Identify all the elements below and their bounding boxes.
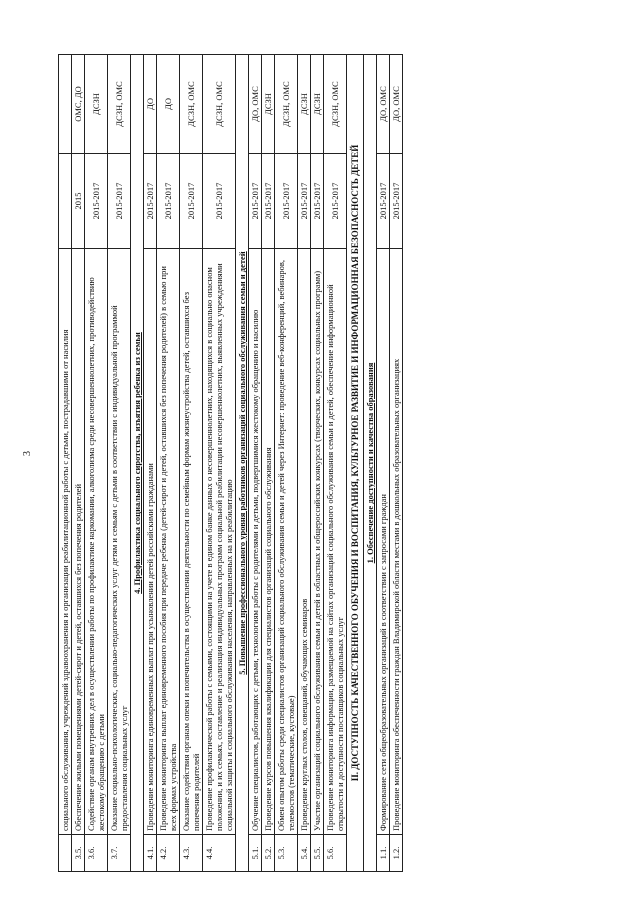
- responsible-cell: ДО, ОМС: [377, 55, 390, 154]
- responsible-cell: ДО: [157, 55, 180, 154]
- row-number: 5.4.: [298, 835, 311, 872]
- years-cell: 2015-2017: [108, 154, 131, 249]
- measures-table: [58, 54, 403, 872]
- measure-text: социального обслуживания, учреждений здравоохранения и организации реабилитационной работы с детьми, пострадавшими от насилия: [59, 249, 72, 835]
- measure-text: Проведение курсов повышения квалификации для специалистов организаций социального обслуживания: [262, 249, 275, 835]
- responsible-cell: ДСЗН: [298, 55, 311, 154]
- rotated-page-content: [58, 54, 598, 872]
- measure-text: Участие организаций социального обслуживания семьи и детей в областных и общероссийских конкурсах (творческих, конкурсах социальных программ): [311, 249, 324, 835]
- section-heading-text: 4. Профилактика социального сиротства, изъятия ребенка из семьи: [131, 55, 144, 872]
- row-number: 4.3.: [180, 835, 203, 872]
- years-cell: 2015: [72, 154, 85, 249]
- years-cell: 2015-2017: [324, 154, 347, 249]
- measure-text: Формирование сети общеобразовательных организаций в соответствии с запросами граждан: [377, 249, 390, 835]
- responsible-cell: ДСЗН, ОМС: [275, 55, 298, 154]
- measure-text: Обмен опытом работы среди специалистов организаций социального обслуживания семьи и детей через Интернет: проведение веб-конференций, вебинаров, телемостов (тематические, кустовые): [275, 249, 298, 835]
- table-row: [324, 55, 347, 872]
- years-cell: 2015-2017: [157, 154, 180, 249]
- responsible-cell: ДСЗН, ОМС: [108, 55, 131, 154]
- measures-table-body: [59, 55, 403, 872]
- row-number: 4.1.: [144, 835, 157, 872]
- measure-text: Оказание содействия органам опеки и попечительства в осуществлении деятельности по семейным формам жизнеустройства детей, оставшихся без попечения родителей: [180, 249, 203, 835]
- row-number: 3.5.: [72, 835, 85, 872]
- measure-text: Проведение профилактической работы с семьями, состоящими на учете в едином банке данных о несовершеннолетних, находящихся в социально опасном положении, и их семьях, составление и реализация индивидуальных программ социальной реабилитации несовершеннолетних, выявленных учреждениями социальной защиты и социального обслуживания населения, направленных на их реабилитацию: [203, 249, 236, 835]
- years-cell: 2015-2017: [144, 154, 157, 249]
- years-cell: 2015-2017: [203, 154, 236, 249]
- row-number: 4.2.: [157, 835, 180, 872]
- measure-text: Проведение мониторинга единовременных выплат при усыновлении детей российскими гражданами: [144, 249, 157, 835]
- table-row: [85, 55, 108, 872]
- section-heading: [131, 55, 144, 872]
- table-row: [298, 55, 311, 872]
- measure-text: Проведение мониторинга выплат единовременного пособия при передаче ребенка (детей-сирот и детей, оставшихся без попечения родителей) в семью при всех формах устройства: [157, 249, 180, 835]
- table-row: [144, 55, 157, 872]
- years-cell: 2015-2017: [249, 154, 262, 249]
- responsible-cell: ДСЗН: [85, 55, 108, 154]
- measure-text: Проведение круглых столов, совещаний, обучающих семинаров: [298, 249, 311, 835]
- table-row: [377, 55, 390, 872]
- row-number: 3.7.: [108, 835, 131, 872]
- section-heading-text: 5. Повышение профессионального уровня работников организаций социального обслуживания семьи и детей: [236, 55, 249, 872]
- row-number: 5.5.: [311, 835, 324, 872]
- responsible-cell: ДО, ОМС: [390, 55, 403, 154]
- row-number: 5.6.: [324, 835, 347, 872]
- table-row: [59, 55, 72, 872]
- measure-text: Содействие органам внутренних дел в осуществлении работы по профилактике наркомании, алкоголизма среди несовершеннолетних, противодействию жестокому обращению с детьми: [85, 249, 108, 835]
- years-cell: 2015-2017: [390, 154, 403, 249]
- row-number: 5.1.: [249, 835, 262, 872]
- row-number: 1.1.: [377, 835, 390, 872]
- page-number: 3: [22, 451, 33, 456]
- table-row: [108, 55, 131, 872]
- responsible-cell: ДО: [144, 55, 157, 154]
- section-heading: [236, 55, 249, 872]
- responsible-cell: ДСЗН: [311, 55, 324, 154]
- responsible-cell: ДСЗН, ОМС: [203, 55, 236, 154]
- table-row: [157, 55, 180, 872]
- measure-text: Проведение мониторинга информации, размещаемой на сайтах организаций социального обслуживания семьи и детей, обеспечение информационной открытости и доступности поставщиков социальных услуг: [324, 249, 347, 835]
- responsible-cell: ДСЗН, ОМС: [180, 55, 203, 154]
- responsible-cell: ДО, ОМС: [249, 55, 262, 154]
- years-cell: 2015-2017: [262, 154, 275, 249]
- part-heading-text: II. ДОСТУПНОСТЬ КАЧЕСТВЕННОГО ОБУЧЕНИЯ И ВОСПИТАНИЯ, КУЛЬТУРНОЕ РАЗВИТИЕ И ИНФОРМАЦИОННАЯ БЕЗОПАСНОСТЬ ДЕТЕЙ: [347, 55, 364, 872]
- years-cell: 2015-2017: [377, 154, 390, 249]
- row-number: 4.4.: [203, 835, 236, 872]
- responsible-cell: ДСЗН: [262, 55, 275, 154]
- table-row: [262, 55, 275, 872]
- years-cell: 2015-2017: [85, 154, 108, 249]
- table-row: [249, 55, 262, 872]
- section-heading-text: 1. Обеспечение доступности и качества образования: [364, 55, 377, 872]
- row-number: [59, 835, 72, 872]
- row-number: 1.2.: [390, 835, 403, 872]
- part-heading: [347, 55, 364, 872]
- table-row: [311, 55, 324, 872]
- years-cell: 2015-2017: [275, 154, 298, 249]
- responsible-cell: ОМС, ДО: [72, 55, 85, 154]
- responsible-cell: [59, 55, 72, 154]
- years-cell: [59, 154, 72, 249]
- row-number: 5.2.: [262, 835, 275, 872]
- measure-text: Обеспечение жилыми помещениями детей-сирот и детей, оставшихся без попечения родителей: [72, 249, 85, 835]
- table-row: [390, 55, 403, 872]
- measure-text: Обучение специалистов, работающих с детьми, технологиям работы с родителями и детьми, подвергшимися жестокому обращению и насилию: [249, 249, 262, 835]
- years-cell: 2015-2017: [298, 154, 311, 249]
- section-heading: [364, 55, 377, 872]
- measure-text: Оказание социально-психологических, социально-педагогических услуг детям и семьям с детьми в соответствии с индивидуальной программой предоставления социальных услуг: [108, 249, 131, 835]
- years-cell: 2015-2017: [180, 154, 203, 249]
- row-number: 5.3.: [275, 835, 298, 872]
- years-cell: 2015-2017: [311, 154, 324, 249]
- table-row: [72, 55, 85, 872]
- table-row: [180, 55, 203, 872]
- table-row: [203, 55, 236, 872]
- row-number: 3.6.: [85, 835, 108, 872]
- responsible-cell: ДСЗН, ОМС: [324, 55, 347, 154]
- measure-text: Проведение мониторинга обеспеченности граждан Владимирской области местами в дошкольных образовательных организациях: [390, 249, 403, 835]
- table-row: [275, 55, 298, 872]
